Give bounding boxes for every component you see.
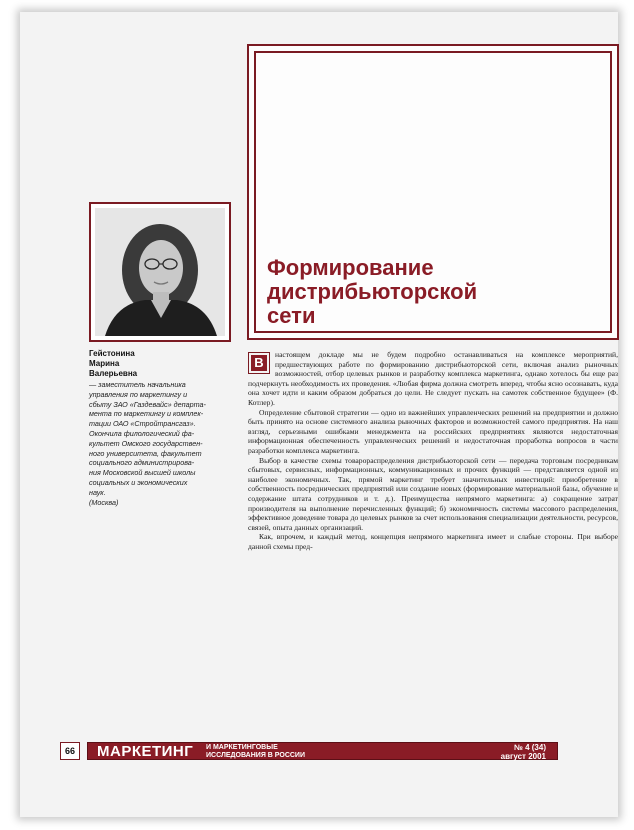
magazine-logo: МАРКЕТИНГ: [97, 743, 194, 760]
author-photo: [89, 202, 231, 342]
dropcap: В: [248, 352, 270, 374]
magazine-subtitle: И МАРКЕТИНГОВЫЕ ИССЛЕДОВАНИЯ В РОССИИ: [206, 744, 305, 759]
paragraph: В настоящем докладе мы не будем подробно останавливаться на комплексе мероприятий, предшествующих работе по формированию дистрибьюторской сети, включая анализ рыночных возможностей, отбор целевых рынков и разработку комплекса маркетинга, однако хотелось бы еще раз подчеркнуть необходимость их проведения. «Любая фирма должна смотреть вперед, чтобы ясно осознавать, куда она хочет идти и каким образом добраться до цели. Не следует пускать на самотек собственное будущее» (Ф. Котлер).: [248, 350, 618, 407]
paragraph: Определение сбытовой стратегии — одно из важнейших управленческих решений на предприятии и должно быть принято на основе системного анализа рыночных факторов и возможностей самого предприятия. На наш взгляд, серьезными ошибками менеджмента на российских предприятиях являются недостаточная информационная обеспеченность управленческих решений и недостаточная проработка вопросов в части разработки комплекса маркетинга.: [248, 407, 618, 455]
paragraph: Как, впрочем, и каждый метод, концепция непрямого маркетинга имеет и слабые стороны. При выборе данной схемы пред-: [248, 532, 618, 551]
issue-info: № 4 (34) август 2001: [500, 743, 546, 761]
paragraph: Выбор в качестве схемы товарораспределения дистрибьюторской сети — передача торговым посредникам сбытовых, сервисных, информационных, коммуникационных и прочих функций — представляется одной из наиболее экономичных. Так, прямой маркетинг требует значительных инвестиций: приобретение в собственность посреднических предприятий или создание новых (формирование материальной базы, обучение и содержание штата сотрудников и т. д.). Преимущества непрямого маркетинга: а) сокращение затрат производителя на выполнение перечисленных функций; б) экономичность системы массового распределения, эффективное доведение товара до целевых рынков за счет использования специализации деятельности, ресурсов, связей, опыта данных организаций.: [248, 455, 618, 532]
portrait-image: [95, 208, 225, 336]
author-name: Гейстонина Марина Валерьевна: [89, 349, 138, 378]
author-bio: — заместитель начальника управления по маркетингу и сбыту ЗАО «Газдевайс» департа- мента по маркетингу и комплек- тации ОАО «Стройтрансгаз». Окончила филологический фа- культет Омского государствен- ного университета, факультет социального администрирова- ния Московской высшей школы социальных и экономических наук. (Москва): [89, 380, 206, 507]
article-body: [248, 350, 618, 551]
page-number: 66: [60, 742, 80, 760]
article-title: Формирование дистрибьюторской сети: [267, 255, 478, 328]
